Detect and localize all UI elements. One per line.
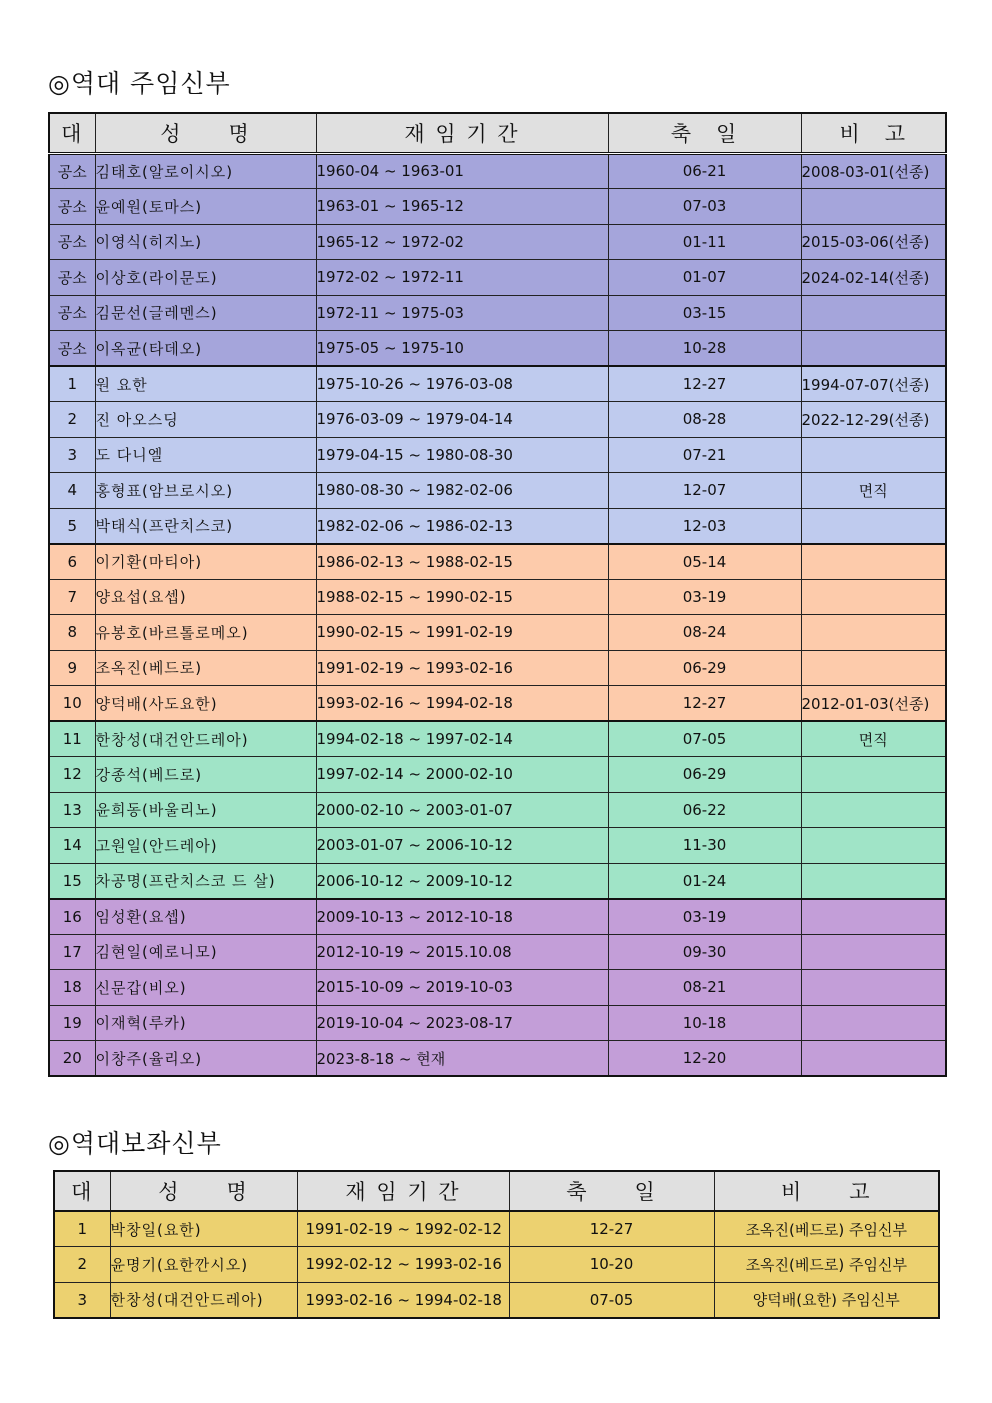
- cell-num: 1: [54, 1211, 110, 1247]
- cell-name: 양덕배(사도요한): [95, 686, 316, 722]
- table-row: [49, 437, 946, 473]
- cell-period: 2000-02-10 ~ 2003-01-07: [316, 792, 608, 828]
- cell-num: 2: [49, 402, 95, 438]
- cell-name: 박창일(요한): [110, 1211, 297, 1247]
- table-row: [49, 828, 946, 864]
- table-row: [49, 473, 946, 509]
- cell-feast: 10-18: [608, 1005, 801, 1041]
- cell-feast: 10-28: [608, 331, 801, 367]
- cell-feast: 01-07: [608, 260, 801, 296]
- cell-name: 차공명(프란치스코 드 살): [95, 863, 316, 899]
- table-row: [49, 792, 946, 828]
- cell-name: 김현일(예로니모): [95, 934, 316, 970]
- header-feast: 축 일: [509, 1171, 714, 1211]
- table-header-row: [49, 113, 946, 153]
- cell-num: 4: [49, 473, 95, 509]
- table-row: [49, 934, 946, 970]
- cell-name: 김태호(알로이시오): [95, 153, 316, 189]
- table-row: [49, 899, 946, 935]
- header-feast: 축 일: [608, 113, 801, 153]
- table-row: [54, 1211, 939, 1247]
- cell-note: 양덕배(요한) 주임신부: [714, 1282, 939, 1318]
- table-row: [49, 366, 946, 402]
- table-row: [49, 224, 946, 260]
- table-row: [49, 402, 946, 438]
- cell-note: [801, 615, 946, 651]
- table-row: [49, 615, 946, 651]
- cell-feast: 07-21: [608, 437, 801, 473]
- cell-feast: 01-11: [608, 224, 801, 260]
- cell-name: 이재혁(루카): [95, 1005, 316, 1041]
- pastors-table: [48, 112, 947, 1077]
- cell-feast: 05-14: [608, 544, 801, 580]
- cell-note: [801, 295, 946, 331]
- cell-period: 2006-10-12 ~ 2009-10-12: [316, 863, 608, 899]
- header-period: 재 임 기 간: [297, 1171, 509, 1211]
- cell-feast: 12-07: [608, 473, 801, 509]
- cell-name: 윤희동(바울리노): [95, 792, 316, 828]
- cell-note: [801, 899, 946, 935]
- cell-period: 1982-02-06 ~ 1986-02-13: [316, 508, 608, 544]
- cell-name: 한창성(대건안드레아): [95, 721, 316, 757]
- cell-period: 1960-04 ~ 1963-01: [316, 153, 608, 189]
- table-row: [49, 331, 946, 367]
- cell-period: 1972-02 ~ 1972-11: [316, 260, 608, 296]
- cell-feast: 12-27: [509, 1211, 714, 1247]
- section-title-pastors: ◎역대 주임신부: [48, 69, 231, 98]
- cell-num: 5: [49, 508, 95, 544]
- cell-note: 2024-02-14(선종): [801, 260, 946, 296]
- cell-num: 11: [49, 721, 95, 757]
- cell-feast: 12-27: [608, 366, 801, 402]
- cell-name: 이기환(마티아): [95, 544, 316, 580]
- cell-note: [801, 189, 946, 225]
- cell-num: 19: [49, 1005, 95, 1041]
- cell-num: 20: [49, 1041, 95, 1077]
- header-name: 성 명: [95, 113, 316, 153]
- table-row: [49, 721, 946, 757]
- table-row: [49, 544, 946, 580]
- cell-note: [801, 863, 946, 899]
- cell-note: [801, 544, 946, 580]
- cell-feast: 06-22: [608, 792, 801, 828]
- cell-name: 조옥진(베드로): [95, 650, 316, 686]
- cell-period: 1992-02-12 ~ 1993-02-16: [297, 1247, 509, 1283]
- cell-period: 1986-02-13 ~ 1988-02-15: [316, 544, 608, 580]
- cell-note: 조옥진(베드로) 주임신부: [714, 1247, 939, 1283]
- cell-feast: 08-24: [608, 615, 801, 651]
- table-row: [49, 260, 946, 296]
- cell-period: 2012-10-19 ~ 2015.10.08: [316, 934, 608, 970]
- cell-note: [801, 650, 946, 686]
- cell-note: [801, 757, 946, 793]
- header-note: 비 고: [714, 1171, 939, 1211]
- cell-num: 15: [49, 863, 95, 899]
- cell-num: 1: [49, 366, 95, 402]
- cell-name: 이상호(라이문도): [95, 260, 316, 296]
- cell-feast: 10-20: [509, 1247, 714, 1283]
- header-period: 재 임 기 간: [316, 113, 608, 153]
- cell-feast: 03-15: [608, 295, 801, 331]
- cell-num: 공소: [49, 331, 95, 367]
- cell-note: [801, 1005, 946, 1041]
- cell-note: 2015-03-06(선종): [801, 224, 946, 260]
- cell-note: [801, 579, 946, 615]
- cell-period: 1980-08-30 ~ 1982-02-06: [316, 473, 608, 509]
- cell-name: 유봉호(바르톨로메오): [95, 615, 316, 651]
- table-row: [49, 1041, 946, 1077]
- cell-name: 도 다니엘: [95, 437, 316, 473]
- cell-name: 양요섭(요셉): [95, 579, 316, 615]
- cell-name: 원 요한: [95, 366, 316, 402]
- cell-name: 강종석(베드로): [95, 757, 316, 793]
- cell-feast: 06-29: [608, 650, 801, 686]
- cell-name: 박태식(프란치스코): [95, 508, 316, 544]
- cell-note: [801, 437, 946, 473]
- cell-num: 공소: [49, 260, 95, 296]
- table-row: [49, 970, 946, 1006]
- cell-note: 조옥진(베드로) 주임신부: [714, 1211, 939, 1247]
- table-row: [49, 757, 946, 793]
- cell-period: 1975-10-26 ~ 1976-03-08: [316, 366, 608, 402]
- cell-note: 면직: [801, 473, 946, 509]
- cell-num: 공소: [49, 295, 95, 331]
- table-row: [49, 295, 946, 331]
- cell-note: [801, 331, 946, 367]
- cell-num: 12: [49, 757, 95, 793]
- cell-period: 1963-01 ~ 1965-12: [316, 189, 608, 225]
- cell-period: 1994-02-18 ~ 1997-02-14: [316, 721, 608, 757]
- cell-period: 2023-8-18 ~ 현재: [316, 1041, 608, 1077]
- cell-name: 이영식(히지노): [95, 224, 316, 260]
- cell-num: 2: [54, 1247, 110, 1283]
- table-row: [54, 1247, 939, 1283]
- table-row: [49, 686, 946, 722]
- cell-name: 이옥균(타데오): [95, 331, 316, 367]
- cell-name: 김문선(글레멘스): [95, 295, 316, 331]
- cell-num: 공소: [49, 153, 95, 189]
- cell-feast: 08-28: [608, 402, 801, 438]
- cell-note: 2008-03-01(선종): [801, 153, 946, 189]
- cell-feast: 03-19: [608, 579, 801, 615]
- cell-name: 홍형표(암브로시오): [95, 473, 316, 509]
- cell-period: 1975-05 ~ 1975-10: [316, 331, 608, 367]
- cell-feast: 07-05: [509, 1282, 714, 1318]
- cell-note: [801, 828, 946, 864]
- cell-num: 17: [49, 934, 95, 970]
- cell-note: [801, 508, 946, 544]
- header-note: 비 고: [801, 113, 946, 153]
- header-num: 대: [49, 113, 95, 153]
- cell-note: 1994-07-07(선종): [801, 366, 946, 402]
- assistants-table: [53, 1170, 940, 1319]
- cell-feast: 12-03: [608, 508, 801, 544]
- cell-note: [801, 1041, 946, 1077]
- cell-note: 2012-01-03(선종): [801, 686, 946, 722]
- cell-period: 1976-03-09 ~ 1979-04-14: [316, 402, 608, 438]
- cell-feast: 07-05: [608, 721, 801, 757]
- header-num: 대: [54, 1171, 110, 1211]
- cell-num: 공소: [49, 224, 95, 260]
- cell-name: 임성환(요셉): [95, 899, 316, 935]
- cell-feast: 08-21: [608, 970, 801, 1006]
- cell-note: 면직: [801, 721, 946, 757]
- table-row: [49, 153, 946, 189]
- cell-num: 9: [49, 650, 95, 686]
- cell-num: 8: [49, 615, 95, 651]
- cell-period: 2019-10-04 ~ 2023-08-17: [316, 1005, 608, 1041]
- cell-num: 3: [54, 1282, 110, 1318]
- cell-period: 2015-10-09 ~ 2019-10-03: [316, 970, 608, 1006]
- cell-feast: 07-03: [608, 189, 801, 225]
- table-row: [49, 863, 946, 899]
- cell-note: [801, 792, 946, 828]
- cell-name: 신문갑(비오): [95, 970, 316, 1006]
- cell-num: 16: [49, 899, 95, 935]
- cell-num: 공소: [49, 189, 95, 225]
- table-row: [49, 189, 946, 225]
- cell-feast: 01-24: [608, 863, 801, 899]
- cell-period: 1997-02-14 ~ 2000-02-10: [316, 757, 608, 793]
- cell-period: 2009-10-13 ~ 2012-10-18: [316, 899, 608, 935]
- cell-num: 6: [49, 544, 95, 580]
- cell-name: 한창성(대건안드레아): [110, 1282, 297, 1318]
- cell-period: 1979-04-15 ~ 1980-08-30: [316, 437, 608, 473]
- cell-period: 2003-01-07 ~ 2006-10-12: [316, 828, 608, 864]
- header-name: 성 명: [110, 1171, 297, 1211]
- cell-num: 10: [49, 686, 95, 722]
- cell-name: 이창주(율리오): [95, 1041, 316, 1077]
- cell-period: 1972-11 ~ 1975-03: [316, 295, 608, 331]
- cell-name: 윤명기(요한깐시오): [110, 1247, 297, 1283]
- cell-feast: 06-29: [608, 757, 801, 793]
- cell-feast: 09-30: [608, 934, 801, 970]
- cell-period: 1993-02-16 ~ 1994-02-18: [297, 1282, 509, 1318]
- cell-note: [801, 970, 946, 1006]
- table-row: [49, 650, 946, 686]
- cell-feast: 12-20: [608, 1041, 801, 1077]
- cell-num: 18: [49, 970, 95, 1006]
- cell-num: 14: [49, 828, 95, 864]
- cell-feast: 06-21: [608, 153, 801, 189]
- table-row: [49, 508, 946, 544]
- cell-feast: 11-30: [608, 828, 801, 864]
- table-row: [49, 579, 946, 615]
- cell-num: 13: [49, 792, 95, 828]
- cell-period: 1965-12 ~ 1972-02: [316, 224, 608, 260]
- cell-name: 고원일(안드레아): [95, 828, 316, 864]
- table-row: [49, 1005, 946, 1041]
- cell-name: 진 아오스딩: [95, 402, 316, 438]
- table-row: [54, 1282, 939, 1318]
- cell-feast: 12-27: [608, 686, 801, 722]
- cell-num: 3: [49, 437, 95, 473]
- cell-note: [801, 934, 946, 970]
- cell-feast: 03-19: [608, 899, 801, 935]
- cell-period: 1991-02-19 ~ 1993-02-16: [316, 650, 608, 686]
- cell-name: 윤예원(토마스): [95, 189, 316, 225]
- cell-period: 1988-02-15 ~ 1990-02-15: [316, 579, 608, 615]
- table-header-row: [54, 1171, 939, 1211]
- section-title-assistants: ◎역대보좌신부: [48, 1129, 222, 1158]
- cell-note: 2022-12-29(선종): [801, 402, 946, 438]
- cell-num: 7: [49, 579, 95, 615]
- cell-period: 1990-02-15 ~ 1991-02-19: [316, 615, 608, 651]
- cell-period: 1993-02-16 ~ 1994-02-18: [316, 686, 608, 722]
- cell-period: 1991-02-19 ~ 1992-02-12: [297, 1211, 509, 1247]
